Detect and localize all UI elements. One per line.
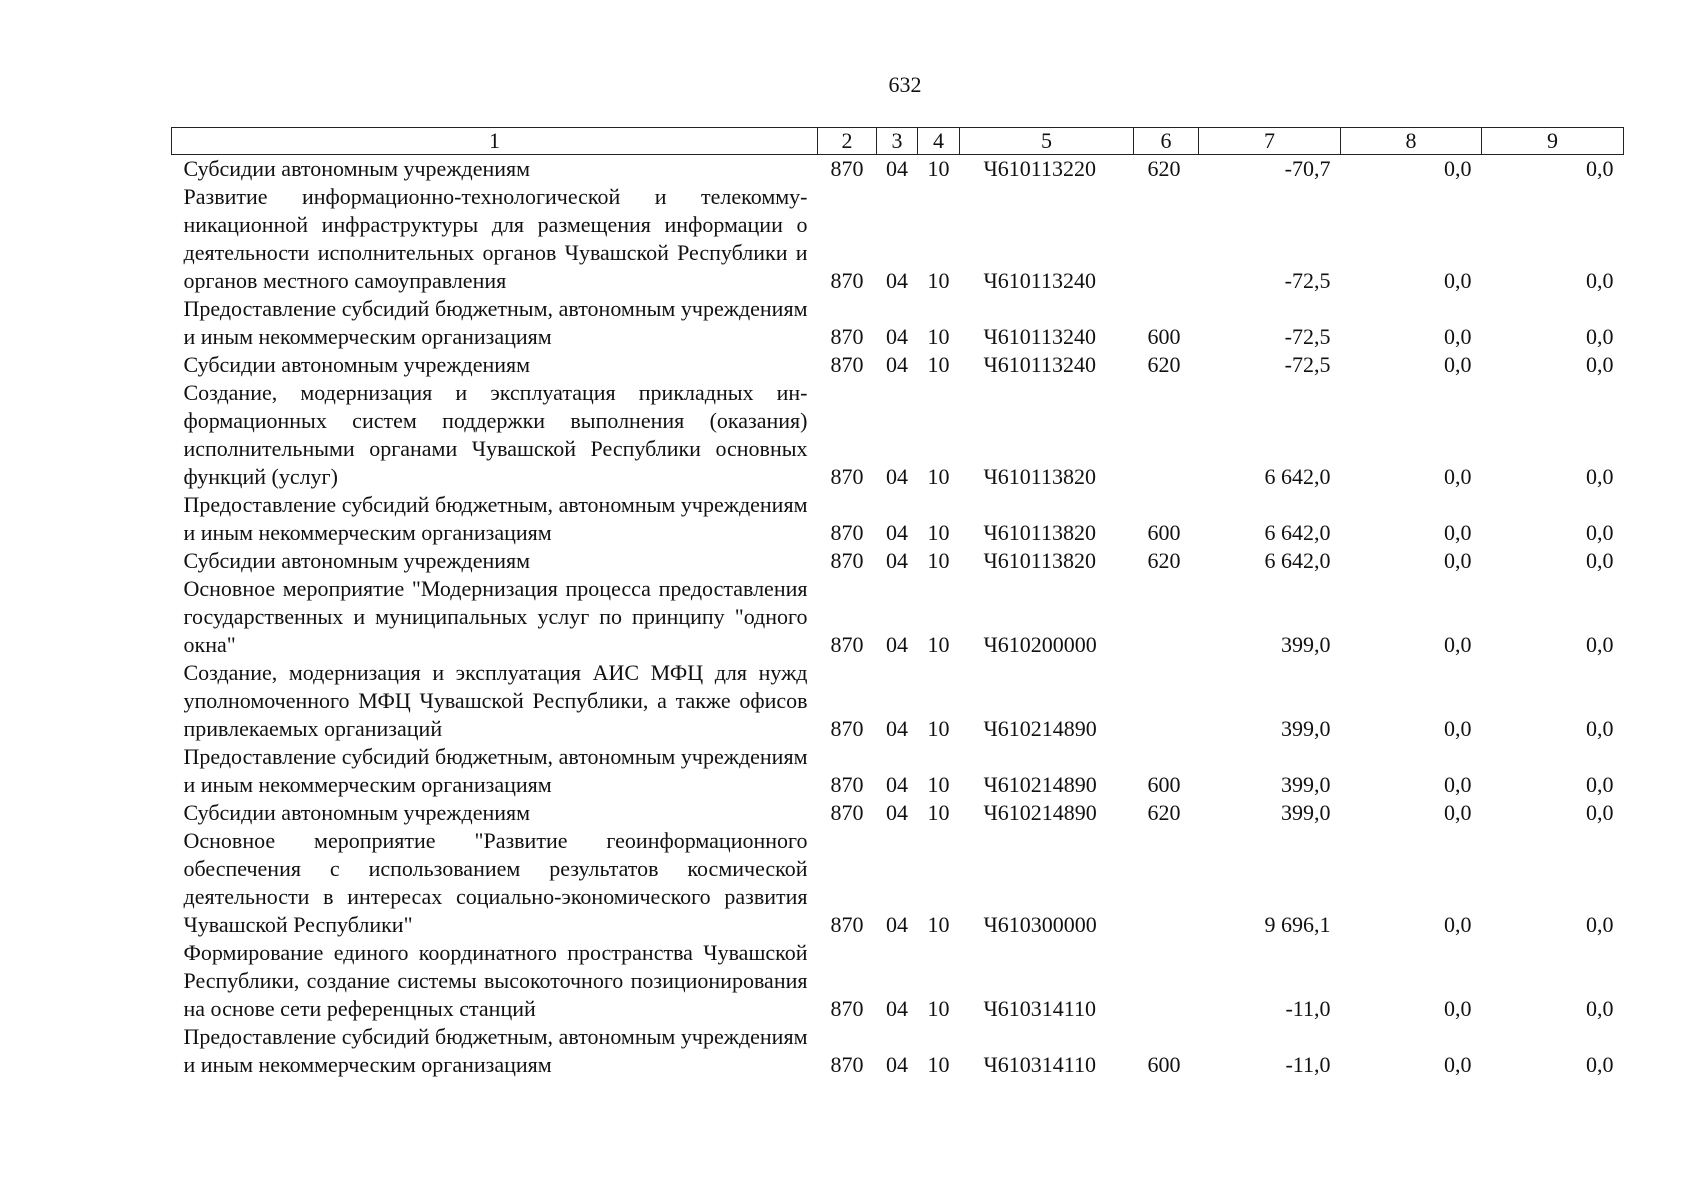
amount-cell: 0,0 <box>1444 548 1472 573</box>
expense-type-cell: 600 <box>1147 772 1181 797</box>
ministry-code-cell: 870 <box>830 912 864 937</box>
page-number: 632 <box>888 72 922 97</box>
table-row <box>172 351 1624 379</box>
section-code-cell: 04 <box>886 800 908 825</box>
row-name-cell: Основное мероприятие "Развитие геоинформационного обеспечения с использованием результатов космической деятельности в интересах социально-экономического развития Чувашской Республики" <box>183 828 808 937</box>
column-header: 7 <box>1199 128 1341 155</box>
row-name-cell: Предоставление субсидий бюджетным, автономным учреждениям и иным некоммерческим организациям <box>183 744 808 797</box>
target-article-cell: Ч610214890 <box>983 772 1097 797</box>
section-code-cell: 04 <box>886 912 908 937</box>
amount-cell: 399,0 <box>1281 772 1331 797</box>
subsection-code-cell: 10 <box>927 632 950 657</box>
amount-cell: 399,0 <box>1281 800 1331 825</box>
subsection-code-cell: 10 <box>927 800 950 825</box>
amount-cell: 0,0 <box>1586 520 1614 545</box>
table-row <box>172 155 1624 184</box>
expense-type-cell <box>1134 575 1199 659</box>
subsection-code-cell: 10 <box>927 1052 950 1077</box>
row-name-cell: Субсидии автономным учреждениям <box>183 352 531 377</box>
amount-cell: 0,0 <box>1444 800 1472 825</box>
amount-cell: 399,0 <box>1281 632 1331 657</box>
ministry-code-cell: 870 <box>830 996 864 1021</box>
amount-cell: 0,0 <box>1586 996 1614 1021</box>
section-code-cell: 04 <box>886 324 908 349</box>
column-header: 2 <box>818 128 877 155</box>
amount-cell: 0,0 <box>1586 632 1614 657</box>
target-article-cell: Ч610314110 <box>983 1052 1096 1077</box>
target-article-cell: Ч610113240 <box>983 352 1096 377</box>
amount-cell: 0,0 <box>1586 156 1614 181</box>
target-article-cell: Ч610113820 <box>983 548 1096 573</box>
expense-type-cell: 600 <box>1147 520 1181 545</box>
row-name-cell: Создание, модернизация и эксплуатация прикладных информационных систем поддержки выполнения (оказания) исполнительными органами Чувашской Республики основных функций (услуг) <box>183 380 808 489</box>
ministry-code-cell: 870 <box>830 464 864 489</box>
ministry-code-cell: 870 <box>830 268 864 293</box>
amount-cell: 0,0 <box>1444 352 1472 377</box>
subsection-code-cell: 10 <box>927 996 950 1021</box>
column-header: 3 <box>877 128 918 155</box>
amount-cell: 0,0 <box>1444 464 1472 489</box>
amount-cell: 0,0 <box>1444 520 1472 545</box>
expense-type-cell: 600 <box>1147 1052 1181 1077</box>
table-row <box>172 491 1624 547</box>
amount-cell: 0,0 <box>1586 548 1614 573</box>
expense-type-cell <box>1134 939 1199 1023</box>
amount-cell: 0,0 <box>1586 268 1614 293</box>
row-name-cell: Субсидии автономным учреждениям <box>183 800 531 825</box>
expense-type-cell <box>1134 659 1199 743</box>
amount-cell: 0,0 <box>1586 772 1614 797</box>
ministry-code-cell: 870 <box>830 324 864 349</box>
table-row <box>172 659 1624 743</box>
amount-cell: 0,0 <box>1586 716 1614 741</box>
row-name-cell: Развитие информационно-технологической и телекоммуникационной инфраструктуры для размещения информации о деятельности исполнительных органов Чувашской Республики и органов местного самоуправления <box>183 184 808 293</box>
amount-cell: 0,0 <box>1444 1052 1472 1077</box>
amount-cell: 0,0 <box>1586 324 1614 349</box>
row-name-cell: Основное мероприятие "Модернизация процесса предоставления государственных и муниципальных услуг по принципу "одного окна" <box>183 576 808 657</box>
subsection-code-cell: 10 <box>927 548 950 573</box>
amount-cell: 0,0 <box>1586 464 1614 489</box>
column-header: 6 <box>1134 128 1199 155</box>
section-code-cell: 04 <box>886 156 908 181</box>
section-code-cell: 04 <box>886 1052 908 1077</box>
ministry-code-cell: 870 <box>830 548 864 573</box>
amount-cell: 0,0 <box>1586 1052 1614 1077</box>
section-code-cell: 04 <box>886 548 908 573</box>
row-name-cell: Предоставление субсидий бюджетным, автономным учреждениям и иным некоммерческим организациям <box>183 492 808 545</box>
table-row <box>172 743 1624 799</box>
column-header: 8 <box>1341 128 1482 155</box>
target-article-cell: Ч610214890 <box>983 716 1097 741</box>
amount-cell: 0,0 <box>1444 156 1472 181</box>
table-row <box>172 183 1624 295</box>
target-article-cell: Ч610113220 <box>983 156 1096 181</box>
subsection-code-cell: 10 <box>927 464 950 489</box>
amount-cell: 6 642,0 <box>1264 548 1331 573</box>
row-name-cell: Предоставление субсидий бюджетным, автономным учреждениям и иным некоммерческим организациям <box>183 296 808 349</box>
ministry-code-cell: 870 <box>830 1052 864 1077</box>
table-body <box>172 155 1624 1080</box>
subsection-code-cell: 10 <box>927 772 950 797</box>
expense-type-cell <box>1134 183 1199 295</box>
expense-type-cell: 600 <box>1147 324 1181 349</box>
expense-type-cell: 620 <box>1147 156 1181 181</box>
subsection-code-cell: 10 <box>927 156 950 181</box>
amount-cell: 0,0 <box>1444 716 1472 741</box>
amount-cell: 399,0 <box>1281 716 1331 741</box>
table-row <box>172 827 1624 939</box>
ministry-code-cell: 870 <box>830 156 864 181</box>
subsection-code-cell: 10 <box>927 520 950 545</box>
section-code-cell: 04 <box>886 352 908 377</box>
amount-cell: -72,5 <box>1284 324 1331 349</box>
amount-cell: 0,0 <box>1444 912 1472 937</box>
amount-cell: -72,5 <box>1284 268 1331 293</box>
target-article-cell: Ч610200000 <box>983 632 1097 657</box>
subsection-code-cell: 10 <box>927 352 950 377</box>
target-article-cell: Ч610214890 <box>983 800 1097 825</box>
amount-cell: -11,0 <box>1285 1052 1331 1077</box>
subsection-code-cell: 10 <box>927 324 950 349</box>
target-article-cell: Ч610113820 <box>983 464 1096 489</box>
subsection-code-cell: 10 <box>927 912 950 937</box>
amount-cell: 0,0 <box>1444 632 1472 657</box>
table-row <box>172 1023 1624 1079</box>
table-row <box>172 799 1624 827</box>
row-name-cell: Предоставление субсидий бюджетным, автономным учреждениям и иным некоммерческим организациям <box>183 1024 808 1077</box>
column-header: 9 <box>1482 128 1624 155</box>
column-number-header <box>172 128 1624 155</box>
section-code-cell: 04 <box>886 520 908 545</box>
section-code-cell: 04 <box>886 268 908 293</box>
amount-cell: 0,0 <box>1444 268 1472 293</box>
row-name-cell: Формирование единого координатного пространства Чувашской Республики, создание системы высокоточного позиционирования на основе сети референцных станций <box>183 940 808 1021</box>
table-row <box>172 547 1624 575</box>
target-article-cell: Ч610113820 <box>983 520 1096 545</box>
section-code-cell: 04 <box>886 996 908 1021</box>
target-article-cell: Ч610113240 <box>983 268 1096 293</box>
column-header: 1 <box>172 128 818 155</box>
ministry-code-cell: 870 <box>830 716 864 741</box>
amount-cell: -72,5 <box>1284 352 1331 377</box>
amount-cell: 9 696,1 <box>1264 912 1331 937</box>
expense-type-cell <box>1134 379 1199 491</box>
section-code-cell: 04 <box>886 772 908 797</box>
subsection-code-cell: 10 <box>927 268 950 293</box>
column-header: 5 <box>960 128 1134 155</box>
ministry-code-cell: 870 <box>830 352 864 377</box>
section-code-cell: 04 <box>886 716 908 741</box>
target-article-cell: Ч610314110 <box>983 996 1096 1021</box>
amount-cell: 6 642,0 <box>1264 464 1331 489</box>
ministry-code-cell: 870 <box>830 772 864 797</box>
expense-type-cell: 620 <box>1147 352 1181 377</box>
table-row <box>172 379 1624 491</box>
amount-cell: 0,0 <box>1586 800 1614 825</box>
row-name-cell: Субсидии автономным учреждениям <box>183 156 531 181</box>
target-article-cell: Ч610113240 <box>983 324 1096 349</box>
amount-cell: -70,7 <box>1284 156 1331 181</box>
row-name-cell: Субсидии автономным учреждениям <box>183 548 531 573</box>
section-code-cell: 04 <box>886 464 908 489</box>
table-row <box>172 575 1624 659</box>
amount-cell: 6 642,0 <box>1264 520 1331 545</box>
amount-cell: 0,0 <box>1444 772 1472 797</box>
expense-type-cell: 620 <box>1147 800 1181 825</box>
amount-cell: -11,0 <box>1285 996 1331 1021</box>
subsection-code-cell: 10 <box>927 716 950 741</box>
amount-cell: 0,0 <box>1444 996 1472 1021</box>
table-row <box>172 939 1624 1023</box>
expense-type-cell <box>1134 827 1199 939</box>
ministry-code-cell: 870 <box>830 520 864 545</box>
ministry-code-cell: 870 <box>830 800 864 825</box>
amount-cell: 0,0 <box>1586 352 1614 377</box>
amount-cell: 0,0 <box>1444 324 1472 349</box>
column-header: 4 <box>918 128 960 155</box>
section-code-cell: 04 <box>886 632 908 657</box>
target-article-cell: Ч610300000 <box>983 912 1097 937</box>
row-name-cell: Создание, модернизация и эксплуатация АИС МФЦ для нужд уполномоченного МФЦ Чувашской Республики, а также офисов привлекаемых организаций <box>183 660 808 741</box>
expense-type-cell: 620 <box>1147 548 1181 573</box>
budget-table <box>171 127 1624 1079</box>
amount-cell: 0,0 <box>1586 912 1614 937</box>
table-row <box>172 295 1624 351</box>
ministry-code-cell: 870 <box>830 632 864 657</box>
